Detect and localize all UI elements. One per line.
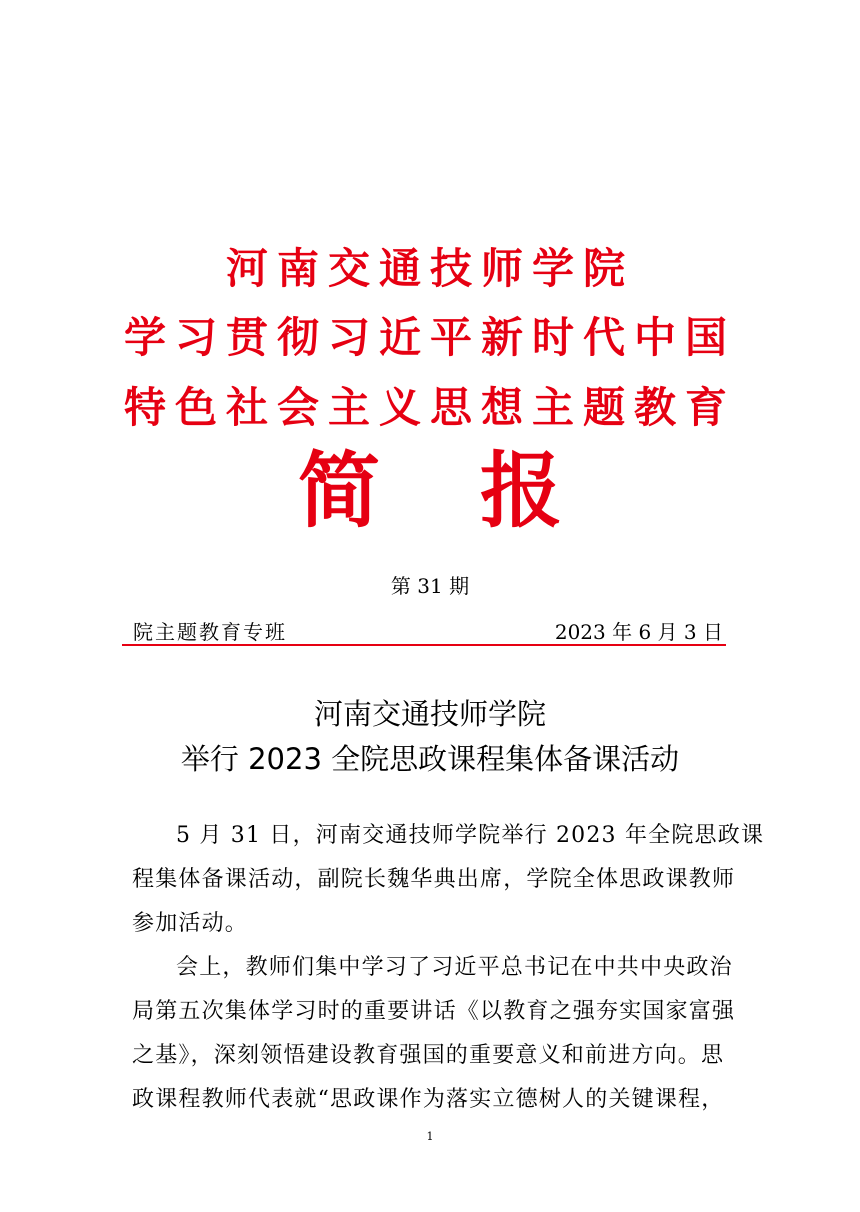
bulletin-char-1: 简 (297, 443, 380, 539)
masthead-institution: 河南交通技师学院 (225, 244, 634, 293)
paragraph-line: 之基》，深刻领悟建设教育强国的重要意义和前进方向。思 (132, 1043, 725, 1068)
department: 院主题教育专班 (133, 620, 287, 644)
article-title-line1: 河南交通技师学院 (313, 697, 546, 731)
paragraph-line: 参加活动。 (132, 911, 249, 936)
red-divider (122, 644, 726, 646)
page-number: 1 (426, 1130, 434, 1143)
paragraph-line: 程集体备课活动，副院长魏华典出席，学院全体思政课教师 (132, 867, 736, 892)
paragraph-1 (132, 814, 765, 946)
paragraph-line: 政课程教师代表就“思政课作为落实立德树人的关键课程， (132, 1087, 725, 1112)
masthead-theme-line2: 特色社会主义思想主题教育 (123, 383, 736, 432)
paragraph-line: 局第五次集体学习时的重要讲话《以教育之强夯实国家富强 (132, 999, 736, 1024)
bulletin-char-2: 报 (480, 443, 563, 539)
meta-row (133, 619, 723, 645)
paragraph-2 (132, 946, 736, 1122)
article-title-line2: 举行 2023 全院思政课程集体备课活动 (180, 742, 680, 776)
paragraph-line: 5 月 31 日，河南交通技师学院举行 2023 年全院思政课 (176, 823, 765, 848)
masthead-theme-line1: 学习贯彻习近平新时代中国 (123, 313, 736, 362)
article-body (132, 814, 765, 1122)
paragraph-line: 会上，教师们集中学习了习近平总书记在中共中央政治 (176, 955, 733, 980)
date: 2023 年 6 月 3 日 (554, 620, 723, 644)
issue-number: 第 31 期 (390, 574, 470, 598)
bulletin-title (0, 443, 860, 539)
